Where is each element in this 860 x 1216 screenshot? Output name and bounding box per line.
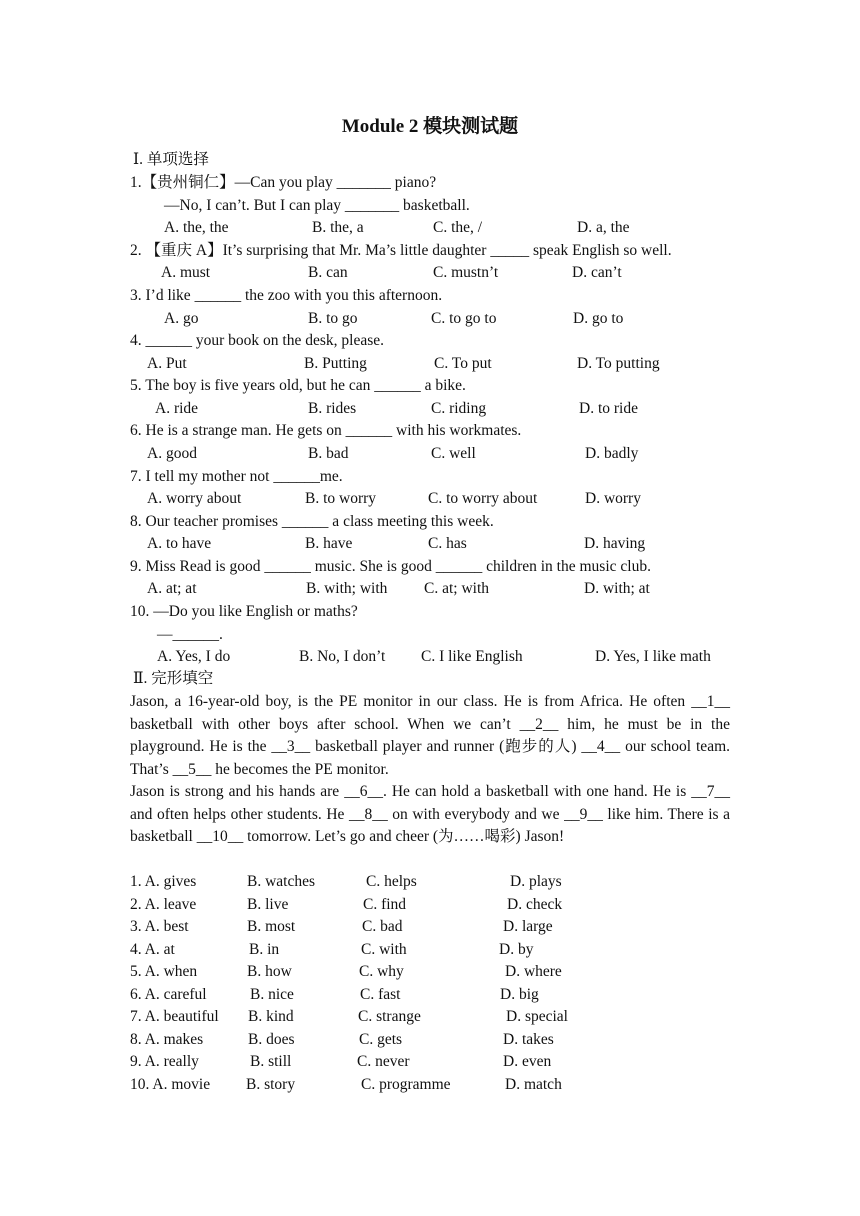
cloze-7-option-c: C. strange (358, 1008, 421, 1025)
cloze-5-option-b: B. how (247, 963, 292, 980)
question-6-option-a: A. good (147, 445, 197, 462)
cloze-5-option-a: 5. A. when (130, 963, 198, 980)
question-10-stem: 10. —Do you like English or maths? (130, 603, 358, 620)
cloze-1-option-a: 1. A. gives (130, 873, 197, 890)
cloze-paragraph-2: Jason is strong and his hands are __6__. He can hold a basketball with one hand. He is __7__ and often helps other students. He __8__ on with everybody and we __9__ like him. There is a basketball __10__ tomorrow. Let’s go and cheer (为……喝彩) Jason! (130, 783, 730, 845)
question-10-option-d: D. Yes, I like math (595, 648, 711, 665)
page-title: Module 2 模块测试题 (341, 116, 519, 137)
question-1-option-d: D. a, the (577, 219, 630, 236)
question-8-option-c: C. has (428, 535, 467, 552)
question-7-option-b: B. to worry (305, 490, 377, 507)
question-7-option-d: D. worry (585, 490, 641, 507)
question-1-stem-line2: —No, I can’t. But I can play _______ basketball. (164, 197, 470, 214)
cloze-1-option-c: C. helps (366, 873, 417, 890)
question-5-option-a: A. ride (155, 400, 199, 417)
cloze-8-option-a: 8. A. makes (130, 1031, 204, 1048)
question-6-option-c: C. well (431, 445, 476, 462)
section-heading-multiple-choice: Ⅰ. 单项选择 (133, 151, 209, 168)
cloze-3-option-c: C. bad (362, 918, 403, 935)
cloze-2-option-b: B. live (247, 896, 289, 913)
cloze-4-option-b: B. in (249, 941, 280, 958)
question-2-option-b: B. can (308, 264, 348, 281)
cloze-9-option-c: C. never (357, 1053, 410, 1070)
question-5-option-c: C. riding (431, 400, 487, 417)
cloze-5-option-c: C. why (359, 963, 404, 980)
cloze-10-option-c: C. programme (361, 1076, 451, 1093)
question-7-stem: 7. I tell my mother not ______me. (130, 468, 343, 485)
question-9-option-a: A. at; at (147, 580, 197, 597)
cloze-6-option-c: C. fast (360, 986, 401, 1003)
question-6-option-b: B. bad (308, 445, 349, 462)
question-2-option-a: A. must (161, 264, 211, 281)
cloze-9-option-a: 9. A. really (130, 1053, 199, 1070)
cloze-3-option-b: B. most (247, 918, 296, 935)
question-4-option-d: D. To putting (577, 355, 660, 372)
question-9-option-d: D. with; at (584, 580, 650, 597)
question-10-option-a: A. Yes, I do (157, 648, 231, 665)
question-2-stem: 2. 【重庆 A】It’s surprising that Mr. Ma’s little daughter _____ speak English so well. (130, 242, 672, 259)
question-1-option-b: B. the, a (312, 219, 364, 236)
question-9-option-b: B. with; with (306, 580, 388, 597)
cloze-8-option-d: D. takes (503, 1031, 554, 1048)
question-4-option-a: A. Put (147, 355, 187, 372)
question-8-option-d: D. having (584, 535, 646, 552)
cloze-6-option-a: 6. A. careful (130, 986, 207, 1003)
question-7-option-c: C. to worry about (428, 490, 538, 507)
cloze-4-option-a: 4. A. at (130, 941, 175, 958)
cloze-2-option-c: C. find (363, 896, 407, 913)
cloze-paragraph-1: Jason, a 16-year-old boy, is the PE monitor in our class. He is from Africa. He often __1__ basketball with other boys after school. When we can’t __2__ him, he must be in the playground. He is the __3__ basketball player and runner (跑步的人) __4__ our school team. That’s __5__ he becomes the PE monitor. (130, 693, 730, 778)
cloze-1-option-b: B. watches (247, 873, 316, 890)
question-7-option-a: A. worry about (147, 490, 242, 507)
question-9-option-c: C. at; with (424, 580, 490, 597)
cloze-2-option-d: D. check (507, 896, 563, 913)
cloze-3-option-a: 3. A. best (130, 918, 189, 935)
cloze-5-option-d: D. where (505, 963, 562, 980)
cloze-1-option-d: D. plays (510, 873, 562, 890)
cloze-9-option-d: D. even (503, 1053, 552, 1070)
question-3-option-d: D. go to (573, 310, 624, 327)
question-1-option-a: A. the, the (164, 219, 229, 236)
question-6-stem: 6. He is a strange man. He gets on ______ with his workmates. (130, 422, 522, 439)
cloze-10-option-d: D. match (505, 1076, 562, 1093)
cloze-6-option-d: D. big (500, 986, 539, 1003)
cloze-8-option-c: C. gets (359, 1031, 403, 1048)
question-9-stem: 9. Miss Read is good ______ music. She is good ______ children in the music club. (130, 558, 651, 575)
question-4-stem: 4. ______ your book on the desk, please. (130, 332, 384, 349)
question-10-stem-line2: —______. (157, 626, 223, 643)
cloze-4-option-c: C. with (361, 941, 407, 958)
question-10-option-b: B. No, I don’t (299, 648, 386, 665)
question-3-stem: 3. I’d like ______ the zoo with you this afternoon. (130, 287, 443, 304)
cloze-7-option-b: B. kind (248, 1008, 294, 1025)
question-6-option-d: D. badly (585, 445, 639, 462)
cloze-6-option-b: B. nice (250, 986, 294, 1003)
cloze-8-option-b: B. does (248, 1031, 295, 1048)
question-4-option-c: C. To put (434, 355, 492, 372)
question-4-option-b: B. Putting (304, 355, 367, 372)
cloze-7-option-a: 7. A. beautiful (130, 1008, 219, 1025)
question-2-option-d: D. can’t (572, 264, 622, 281)
question-8-stem: 8. Our teacher promises ______ a class meeting this week. (130, 513, 494, 530)
question-5-stem: 5. The boy is five years old, but he can ______ a bike. (130, 377, 466, 394)
cloze-3-option-d: D. large (503, 918, 553, 935)
cloze-7-option-d: D. special (506, 1008, 568, 1025)
cloze-4-option-d: D. by (499, 941, 534, 958)
question-8-option-a: A. to have (147, 535, 212, 552)
cloze-9-option-b: B. still (250, 1053, 292, 1070)
cloze-2-option-a: 2. A. leave (130, 896, 197, 913)
question-5-option-d: D. to ride (579, 400, 638, 417)
question-10-option-c: C. I like English (421, 648, 523, 665)
question-3-option-a: A. go (164, 310, 199, 327)
question-1-stem: 1.【贵州铜仁】—Can you play _______ piano? (130, 174, 437, 191)
question-2-option-c: C. mustn’t (433, 264, 499, 281)
question-3-option-b: B. to go (308, 310, 358, 327)
question-5-option-b: B. rides (308, 400, 357, 417)
section-heading-cloze: Ⅱ. 完形填空 (133, 670, 214, 687)
question-3-option-c: C. to go to (431, 310, 497, 327)
question-1-option-c: C. the, / (433, 219, 483, 236)
question-8-option-b: B. have (305, 535, 353, 552)
cloze-10-option-a: 10. A. movie (130, 1076, 211, 1093)
cloze-10-option-b: B. story (246, 1076, 296, 1093)
